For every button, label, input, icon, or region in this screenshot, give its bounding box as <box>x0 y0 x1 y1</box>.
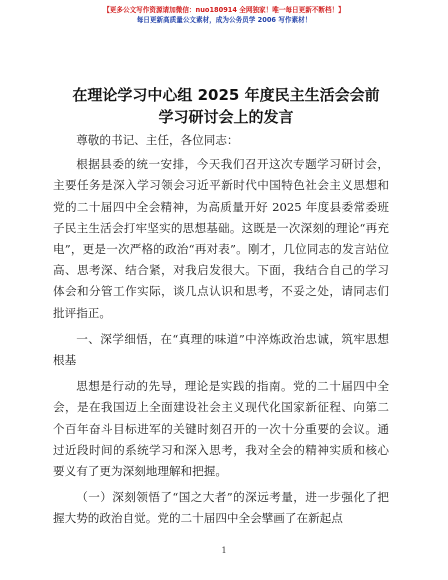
subsection-paragraph-1: （一）深刻领悟了“国之大者”的深远考量，进一步强化了把握大势的政治自觉。党的二十届四中全会擘画了在新起点 <box>53 490 389 526</box>
section-heading-1: 一、深学细悟，在“真理的味道”中淬炼政治忠诚，筑牢思想根基 <box>53 331 389 368</box>
page-number: 1 <box>221 546 227 555</box>
promo-banner-line-2: 每日更新高质量公文素材，成为公务员学 2006 写作素材！ <box>136 16 312 24</box>
promo-banner <box>0 5 448 25</box>
salutation: 尊敬的书记、主任，各位同志： <box>76 133 239 147</box>
document-body <box>53 130 389 530</box>
document-title: 在理论学习中心组 2025 年度民主生活会会前学习研讨会上的发言 <box>72 86 380 126</box>
promo-banner-line-1: 【更多公文写作资源请加微信：nuo180914 全网独家！唯一每日更新不断档！】 <box>103 6 345 14</box>
body-paragraph-intro: 根据县委的统一安排，今天我们召开这次专题学习研讨会，主要任务是深入学习领会习近平新时代中国特色社会主义思想和党的二十届四中全会精神，为高质量开好 2025 年度县委常委班子民主生活会打牢坚实的思想基础。这既是一次深刻的理论“再充电”，更是一次严格的政治“再对表”。刚才，几位同志的发言站位高、思考深、结合紧，对我启发很大。下面，我结合自己的学习体会和分管工作实际，谈几点认识和思考，不妥之处，请同志们批评指正。 <box>53 157 389 320</box>
body-paragraph: 思想是行动的先导，理论是实践的指南。党的二十届四中全会，是在我国迈上全面建设社会主义现代化国家新征程、向第二个百年奋斗目标进军的关键时刻召开的一次十分重要的会议。通过近段时间的系统学习和深入思考，我对全会的精神实质和核心要义有了更为深刻地理解和把握。 <box>53 379 389 479</box>
